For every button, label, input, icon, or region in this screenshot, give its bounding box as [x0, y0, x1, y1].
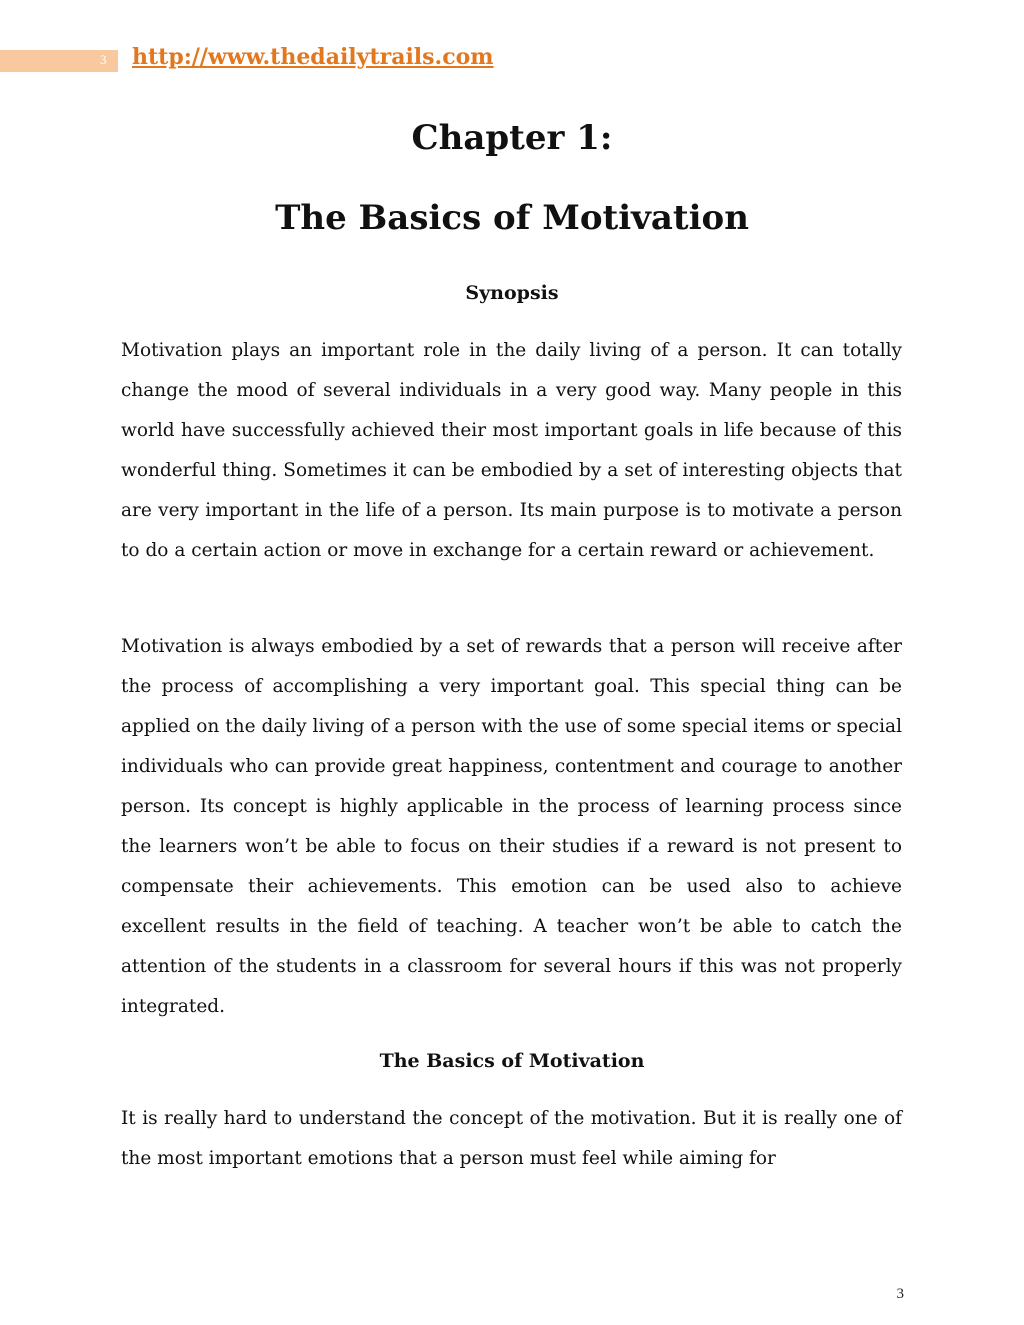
synopsis-heading: Synopsis	[465, 282, 559, 304]
footer-page-number: 3	[896, 1286, 904, 1302]
synopsis-paragraph-2: Motivation is always embodied by a set of rewards that a person will receive after the process of accomplishing a very important goal. This special thing can be applied on the daily living of a person with the use of some special items or special individuals who can provide great happiness, contentment and courage to another person. Its concept is highly applicable in the process of learning process since the learners won’t be able to focus on their studies if a reward is not present to compensate their achievements. This emotion can be used also to achieve excellent results in the field of teaching. A teacher won’t be able to catch the attention of the students in a classroom for several hours if this was not properly integrated.	[121, 636, 902, 1017]
header-page-number: 3	[100, 52, 107, 67]
chapter-subtitle: The Basics of Motivation	[275, 198, 749, 238]
basics-paragraph-1: It is really hard to understand the concept of the motivation. But it is really one of the most important emotions that a person must feel while aiming for	[121, 1108, 902, 1169]
website-link[interactable]: http://www.thedailytrails.com	[132, 44, 494, 70]
basics-heading: The Basics of Motivation	[379, 1050, 645, 1072]
synopsis-paragraph-1: Motivation plays an important role in the daily living of a person. It can totally change the mood of several individuals in a very good way. Many people in this world have successfully achieved their most important goals in life because of this wonderful thing. Sometimes it can be embodied by a set of interesting objects that are very important in the life of a person. Its main purpose is to motivate a person to do a certain action or move in exchange for a certain reward or achievement.	[121, 340, 902, 561]
chapter-title: Chapter 1:	[411, 118, 613, 158]
